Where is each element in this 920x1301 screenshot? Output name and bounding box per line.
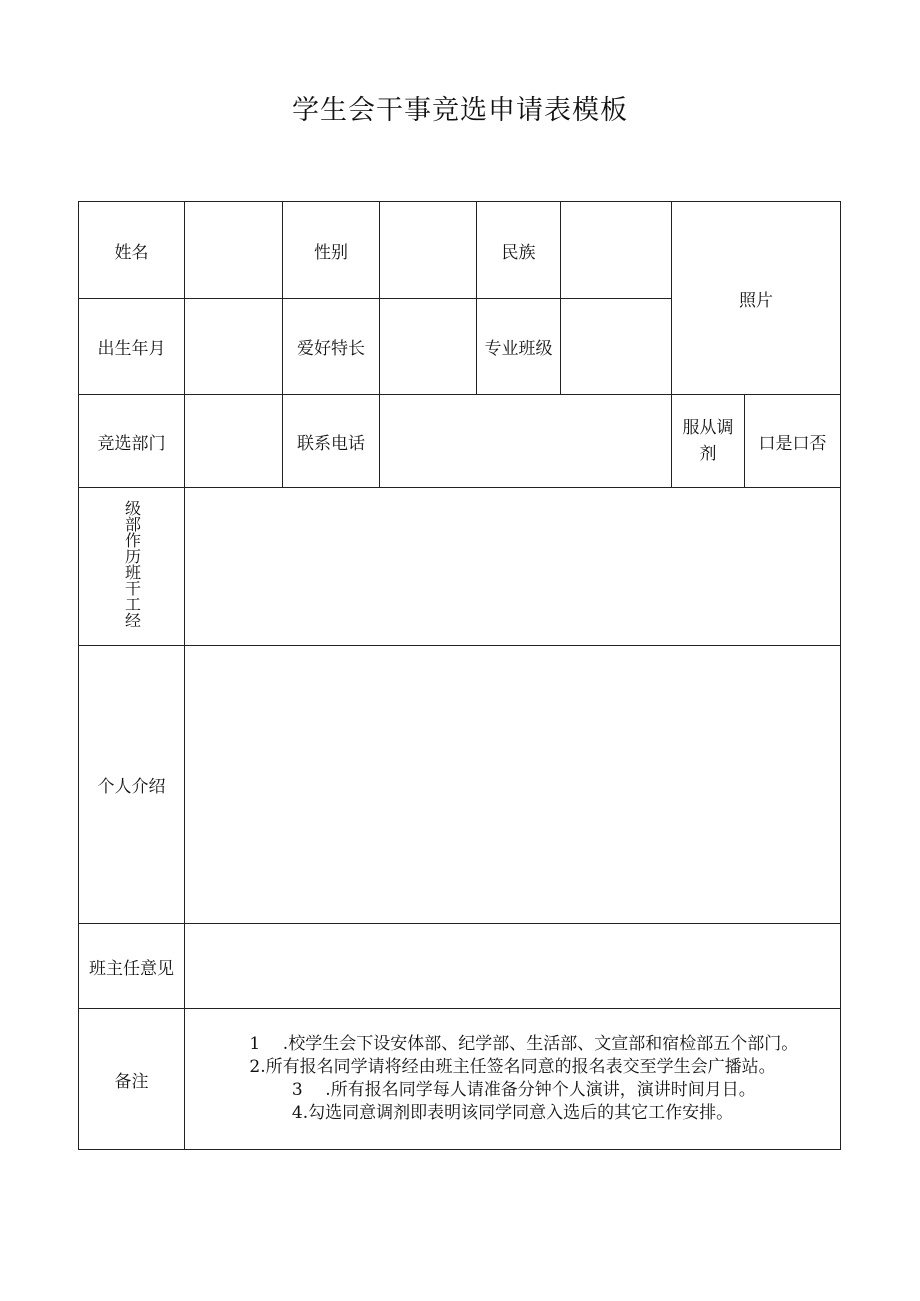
label-ethnicity: 民族: [477, 202, 561, 299]
note-text: .校学生会下设安体部、纪学部、生活部、文宣部和宿检部五个部门。: [282, 1034, 799, 1054]
label-notes: 备注: [79, 1009, 185, 1150]
ethnicity-field[interactable]: [561, 202, 672, 299]
department-field[interactable]: [185, 395, 283, 488]
label-birth: 出生年月: [79, 299, 185, 395]
label-experience: [79, 488, 185, 646]
note-text: .所有报名同学请将经由班主任签名同意的报名表交至学生会广播站。: [260, 1057, 776, 1077]
teacher-opinion-field[interactable]: [185, 924, 841, 1009]
label-hobby: 爱好特长: [283, 299, 380, 395]
application-form: [78, 201, 841, 1150]
experience-label-text: 级部作历班干工经: [122, 500, 142, 628]
note-line-1: [185, 1033, 840, 1056]
intro-field[interactable]: [185, 646, 841, 924]
experience-field[interactable]: [185, 488, 841, 646]
note-line-2: [185, 1056, 840, 1079]
label-major-class: 专业班级: [477, 299, 561, 395]
hobby-field[interactable]: [380, 299, 477, 395]
page-title: 学生会干事竞选申请表模板: [292, 95, 628, 126]
note-num: 4: [291, 1103, 303, 1123]
label-teacher-opinion: 班主任意见: [79, 924, 185, 1009]
label-intro: 个人介绍: [79, 646, 185, 924]
label-name: 姓名: [79, 202, 185, 299]
notes-content: [185, 1009, 841, 1150]
birth-field[interactable]: [185, 299, 283, 395]
note-num: 1: [249, 1034, 261, 1054]
note-line-4: [185, 1102, 840, 1125]
major-class-field[interactable]: [561, 299, 672, 395]
phone-field[interactable]: [380, 395, 672, 488]
note-text: .勾选同意调剂即表明该同学同意入选后的其它工作安排。: [302, 1103, 734, 1123]
label-department: 竞选部门: [79, 395, 185, 488]
adjust-options[interactable]: 口是口否: [745, 395, 841, 488]
note-line-3: [185, 1079, 840, 1102]
label-phone: 联系电话: [283, 395, 380, 488]
photo-box[interactable]: [672, 202, 841, 395]
note-num: 2: [249, 1057, 261, 1077]
name-field[interactable]: [185, 202, 283, 299]
label-photo: 照片: [739, 290, 773, 311]
adjust-label-text: 服从调剂: [682, 418, 734, 464]
gender-field[interactable]: [380, 202, 477, 299]
label-adjust: [672, 395, 745, 488]
note-num: 3: [291, 1080, 303, 1100]
note-text: .所有报名同学每人请准备分钟个人演讲，演讲时间月日。: [325, 1080, 756, 1100]
label-gender: 性别: [283, 202, 380, 299]
